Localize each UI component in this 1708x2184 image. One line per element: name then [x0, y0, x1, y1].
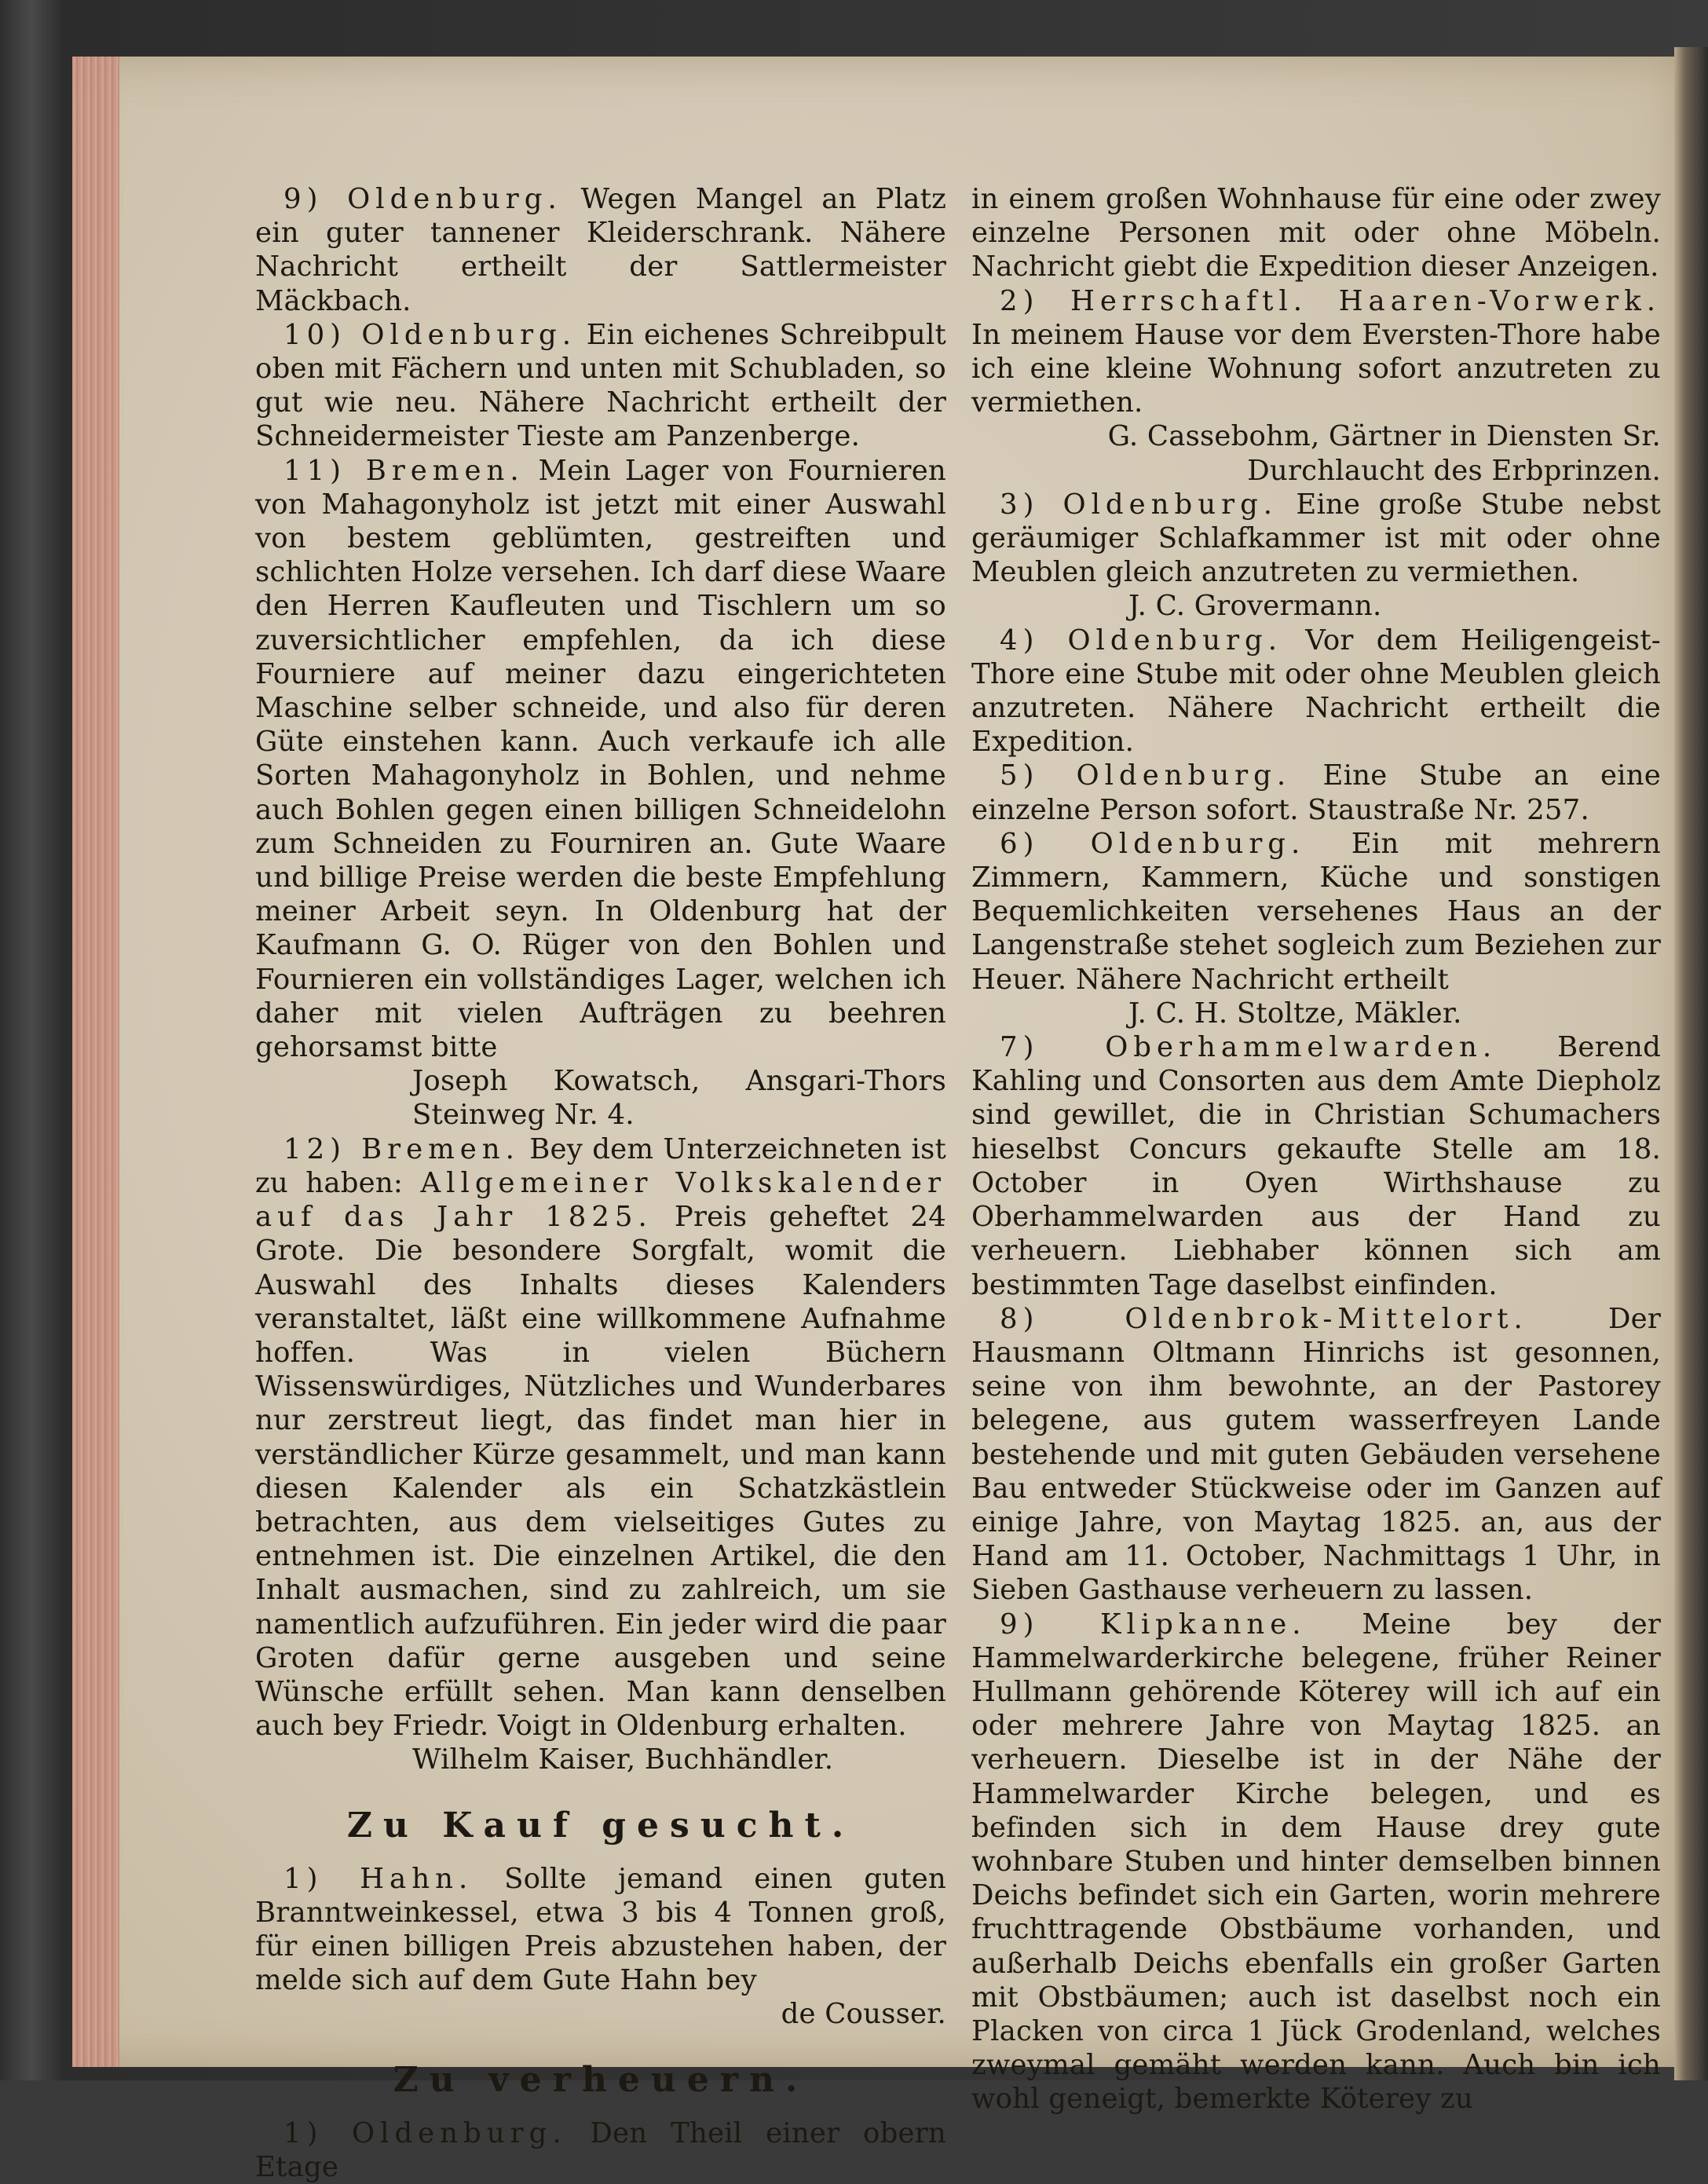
signature: Wilhelm Kaiser, Buchhändler. [412, 1743, 834, 1776]
ad-verheuern-1-continued: in einem großen Wohnhause für eine oder zwey einzelne Personen mit oder ohne Möbeln. Nachricht giebt die Expedition dieser Anzeigen. [971, 183, 1661, 284]
page-edge-left [72, 57, 119, 2067]
ad-10-oldenburg: 10) Oldenburg. Ein eichenes Schreibpult oben mit Fächern und unten mit Schubladen, so gut wie neu. Nähere Nachricht ertheilt der Schneidermeister Tieste am Panzenberge. [255, 318, 946, 453]
ad-verheuern-9-klipkanne: 9) Klipkanne. Meine bey der Hammelwarderkirche belegene, früher Reiner Hullmann gehörende Köterey will ich auf ein oder mehrere Jahre von Maytag 1825. an verheuern. Dieselbe ist in der Nähe der Hammelwarder Kirche belegen, und es befinden sich in dem Hause drey gute wohnbare Stuben und hinter demselben binnen Deichs befindet sich ein Garten, worin mehrere fruchttragende Obstbäume vorhanden, und außerhalb Deichs ebenfalls ein großer Garten mit Obstbäumen; auch ist daselbst noch ein Placken von circa 1 Jück Grodenland, welches zweymal gemäht werden kann. Auch bin ich wohl geneigt, bemerkte Köterey zu [971, 1608, 1661, 2116]
book-title: Allgemeiner Volkskalender auf das Jahr 1825. [255, 1166, 946, 1234]
ad-verheuern-5-oldenburg: 5) Oldenburg. Eine Stube an eine einzelne Person sofort. Staustraße Nr. 257. [971, 759, 1661, 826]
signature: J. C. Grovermann. [1128, 590, 1382, 623]
right-column [971, 182, 1661, 2116]
ad-verheuern-3-oldenburg: 3) Oldenburg. Eine große Stube nebst geräumiger Schlafkammer ist mit oder ohne Meublen gleich anzutreten zu vermiethen. J. C. Grovermann. [971, 488, 1661, 623]
ad-kauf-1-hahn: 1) Hahn. Sollte jemand einen guten Branntweinkessel, etwa 3 bis 4 Tonnen groß, für einen billigen Preis abzustehen haben, der melde sich auf dem Gute Hahn bey de Cousser. [255, 1862, 946, 2031]
page-edge-right [1674, 47, 1708, 2080]
section-heading-zu-verheuern: Zu verheuern. [393, 2059, 809, 2100]
ad-verheuern-4-oldenburg: 4) Oldenburg. Vor dem Heiligengeist-Thore eine Stube mit oder ohne Meublen gleich anzutreten. Nähere Nachricht ertheilt die Expedition. [971, 624, 1661, 759]
ad-verheuern-8-oldenbrok: 8) Oldenbrok-Mittelort. Der Hausmann Oltmann Hinrichs ist gesonnen, seine von ihm bewohnte, an der Pastorey belegene, aus gutem wasserfreyen Lande bestehende und mit guten Gebäuden versehene Bau entweder Stückweise oder im Ganzen auf einige Jahre, von Maytag 1825. an, aus der Hand am 11. October, Nachmittags 1 Uhr, in Sieben Gasthause verheuern zu lassen. [971, 1302, 1661, 1607]
signature: G. Cassebohm, Gärtner in Diensten Sr. Durchlaucht des Erbprinzen. [1107, 420, 1661, 487]
signature: Joseph Kowatsch, Ansgari-Thors Steinweg Nr. 4. [412, 1065, 946, 1132]
section-heading-zu-kauf-gesucht: Zu Kauf gesucht. [346, 1805, 855, 1846]
ad-verheuern-2-haaren: 2) Herrschaftl. Haaren-Vorwerk. In meinem Hause vor dem Eversten-Thore habe ich eine kleine Wohnung sofort anzutreten zu vermiethen. G. Cassebohm, Gärtner in Diensten Sr. Durchlaucht des Erbprinzen. [971, 284, 1661, 487]
ad-9-oldenburg: 9) Oldenburg. Wegen Mangel an Platz ein guter tannener Kleiderschrank. Nähere Nachricht ertheilt der Sattlermeister Mäckbach. [255, 183, 946, 317]
ad-verheuern-7-oberhammelwarden: 7) Oberhammelwarden. Berend Kahling und Consorten aus dem Amte Diepholz sind gewillet, die in Christian Schumachers hieselbst Concurs gekaufte Stelle am 18. October in Oyen Wirthshause zu Oberhammelwarden aus der Hand zu verheuern. Liebhaber können sich am bestimmten Tage daselbst einfinden. [971, 1031, 1661, 1301]
ad-verheuern-6-oldenburg: 6) Oldenburg. Ein mit mehrern Zimmern, Kammern, Küche und sonstigen Bequemlichkeiten versehenes Haus an der Langenstraße stehet sogleich zum Beziehen zur Heuer. Nähere Nachricht ertheilt J. C. H. Stoltze, Mäkler. [971, 827, 1661, 1030]
left-column [255, 182, 946, 2184]
ad-12-bremen: 12) Bremen. Bey dem Unterzeichneten ist zu haben: Allgemeiner Volkskalender auf das Jahr 1825. Preis geheftet 24 Grote. Die besondere Sorgfalt, womit die Auswahl des Inhalts dieses Kalenders veranstaltet, läßt eine willkommene Aufnahme hoffen. Was in vielen Büchern Wissenswürdiges, Nützliches und Wunderbares nur zerstreut liegt, das findet man hier in verständlicher Kürze gesammelt, und man kann diesen Kalender als ein Schatzkästlein betrachten, aus dem vielseitiges Gutes zu entnehmen ist. Die einzelnen Artikel, die den Inhalt ausmachen, sind zu zahlreich, um sie namentlich aufzuführen. Ein jeder wird die paar Groten dafür gerne ausgeben und seine Wünsche erfüllt sehen. Man kann denselben auch bey Friedr. Voigt in Oldenburg erhalten. Wilhelm Kaiser, Buchhändler. [255, 1132, 946, 1776]
signature: de Cousser. [781, 1998, 946, 2031]
ad-11-bremen: 11) Bremen. Mein Lager von Fournieren von Mahagonyholz ist jetzt mit einer Auswahl von bestem geblümten, gestreiften und schlichten Holze versehen. Ich darf diese Waare den Herren Kaufleuten und Tischlern um so zuversichtlicher empfehlen, da ich diese Fourniere auf meiner dazu eingerichteten Maschine selber schneide, und also für deren Güte einstehen kann. Auch verkaufe ich alle Sorten Mahagonyholz in Bohlen, und nehme auch Bohlen gegen einen billigen Schneidelohn zum Schneiden zu Fourniren an. Gute Waare und billige Preise werden die beste Empfehlung meiner Arbeit seyn. In Oldenburg hat der Kaufmann G. O. Rüger von den Bohlen und Fournieren ein vollständiges Lager, welchen ich daher mit vielen Aufträgen zu beehren gehorsamst bitte Joseph Kowatsch, Ansgari-Thors Steinweg Nr. 4. [255, 454, 946, 1132]
ad-verheuern-1-oldenburg: 1) Oldenburg. Den Theil einer obern Etage [255, 2116, 946, 2183]
signature: J. C. H. Stoltze, Mäkler. [1128, 997, 1462, 1030]
